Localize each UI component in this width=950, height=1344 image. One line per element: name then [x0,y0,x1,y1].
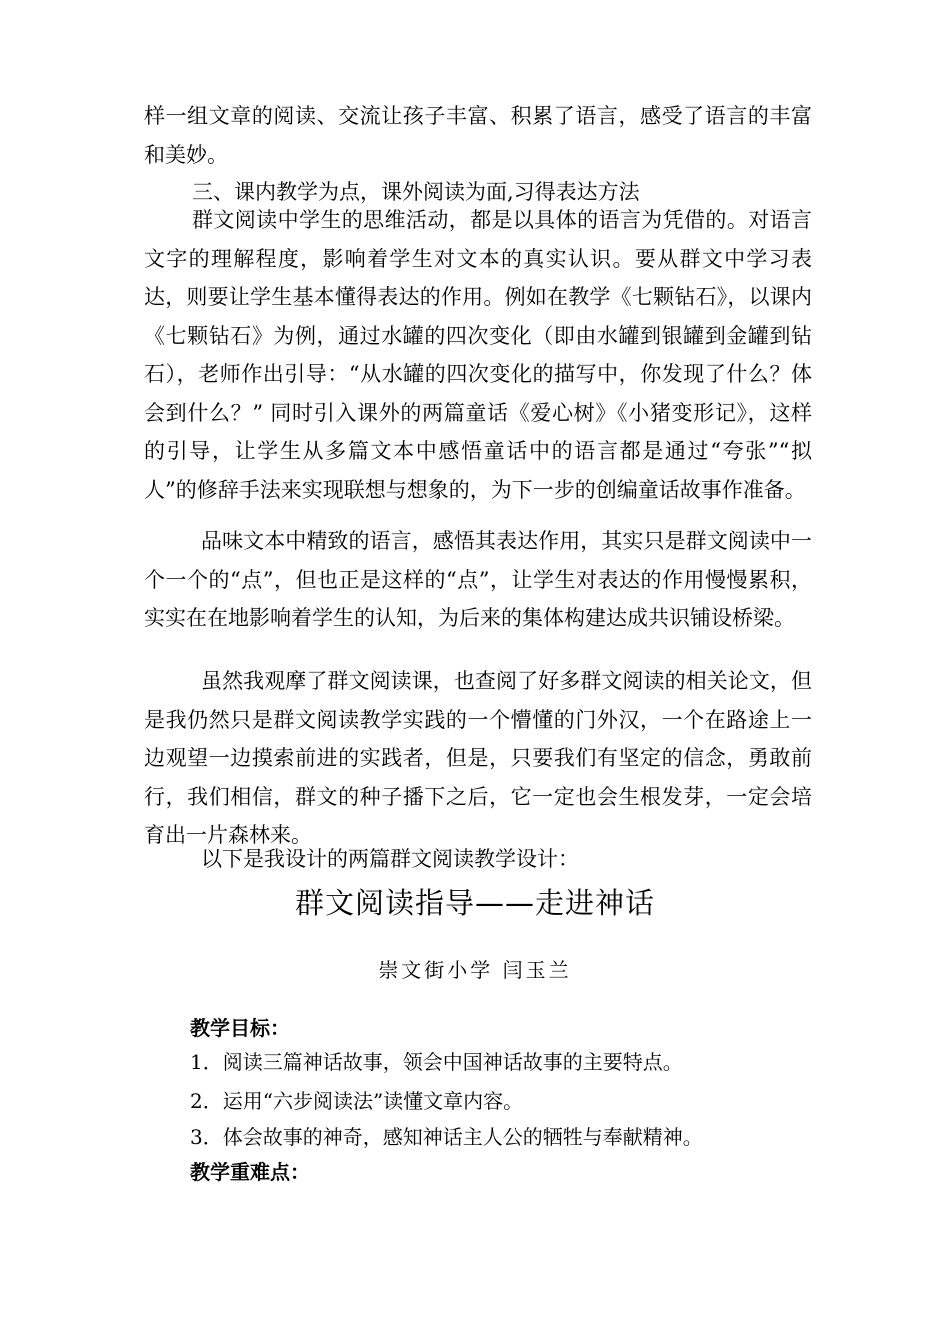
objective-item-1: 1．阅读三篇神话故事，领会中国神话故事的主要特点。 [190,1050,683,1074]
key-points-heading: 教学重难点： [190,1160,310,1184]
section-heading-three: 三、课内教学为点，课外阅读为面,习得表达方法 [192,180,640,204]
objectives-heading: 教学目标： [190,1016,290,1040]
paragraph-intro-designs: 以下是我设计的两篇群文阅读教学设计： [201,847,579,871]
paragraph-continuation: 样一组文章的阅读、交流让孩子丰富、积累了语言，感受了语言的丰富和美妙。 [144,104,812,167]
paragraph-expression-method: 群文阅读中学生的思维活动，都是以具体的语言为凭借的。对语言文字的理解程度，影响着学生对文本的真实认识。要从群文中学习表达，则要让学生基本懂得表达的作用。例如在教学《七颗钻石》，以课内《七颗钻石》为例，通过水罐的四次变化（即由水罐到银罐到金罐到钻石），老师作出引导：“从水罐的四次变化的描写中，你发现了什么？体会到什么？” 同时引入课外的两篇童话《爱心树》《小猪变形记》，这样的引导，让学生从多篇文本中感悟童话中的语言都是通过“夸张”“拟人”的修辞手法来实现联想与想象的，为下一步的创编童话故事作准备。 [144,208,812,502]
paragraph-reflection: 虽然我观摩了群文阅读课，也查阅了好多群文阅读的相关论文，但是我仍然只是群文阅读教学实践的一个懵懂的门外汉，一个在路途上一边观望一边摸索前进的实践者，但是，只要我们有坚定的信念，勇敢前行，我们相信，群文的种子播下之后，它一定也会生根发芽，一定会培育出一片森林来。 [144,669,812,847]
lesson-title: 群文阅读指导——走进神话 [294,886,655,920]
lesson-author: 崇文街小学 闫玉兰 [378,958,572,982]
paragraph-savor-language: 品味文本中精致的语言，感悟其表达作用，其实只是群文阅读中一个一个的“点”，但也正是这样的“点”，让学生对表达的作用慢慢累积，实实在在地影响着学生的认知，为后来的集体构建达成共识铺设桥梁。 [144,529,812,630]
objective-item-2: 2．运用“六步阅读法”读懂文章内容。 [190,1089,524,1113]
objective-item-3: 3．体会故事的神奇，感知神话主人公的牺牲与奉献精神。 [190,1125,703,1149]
